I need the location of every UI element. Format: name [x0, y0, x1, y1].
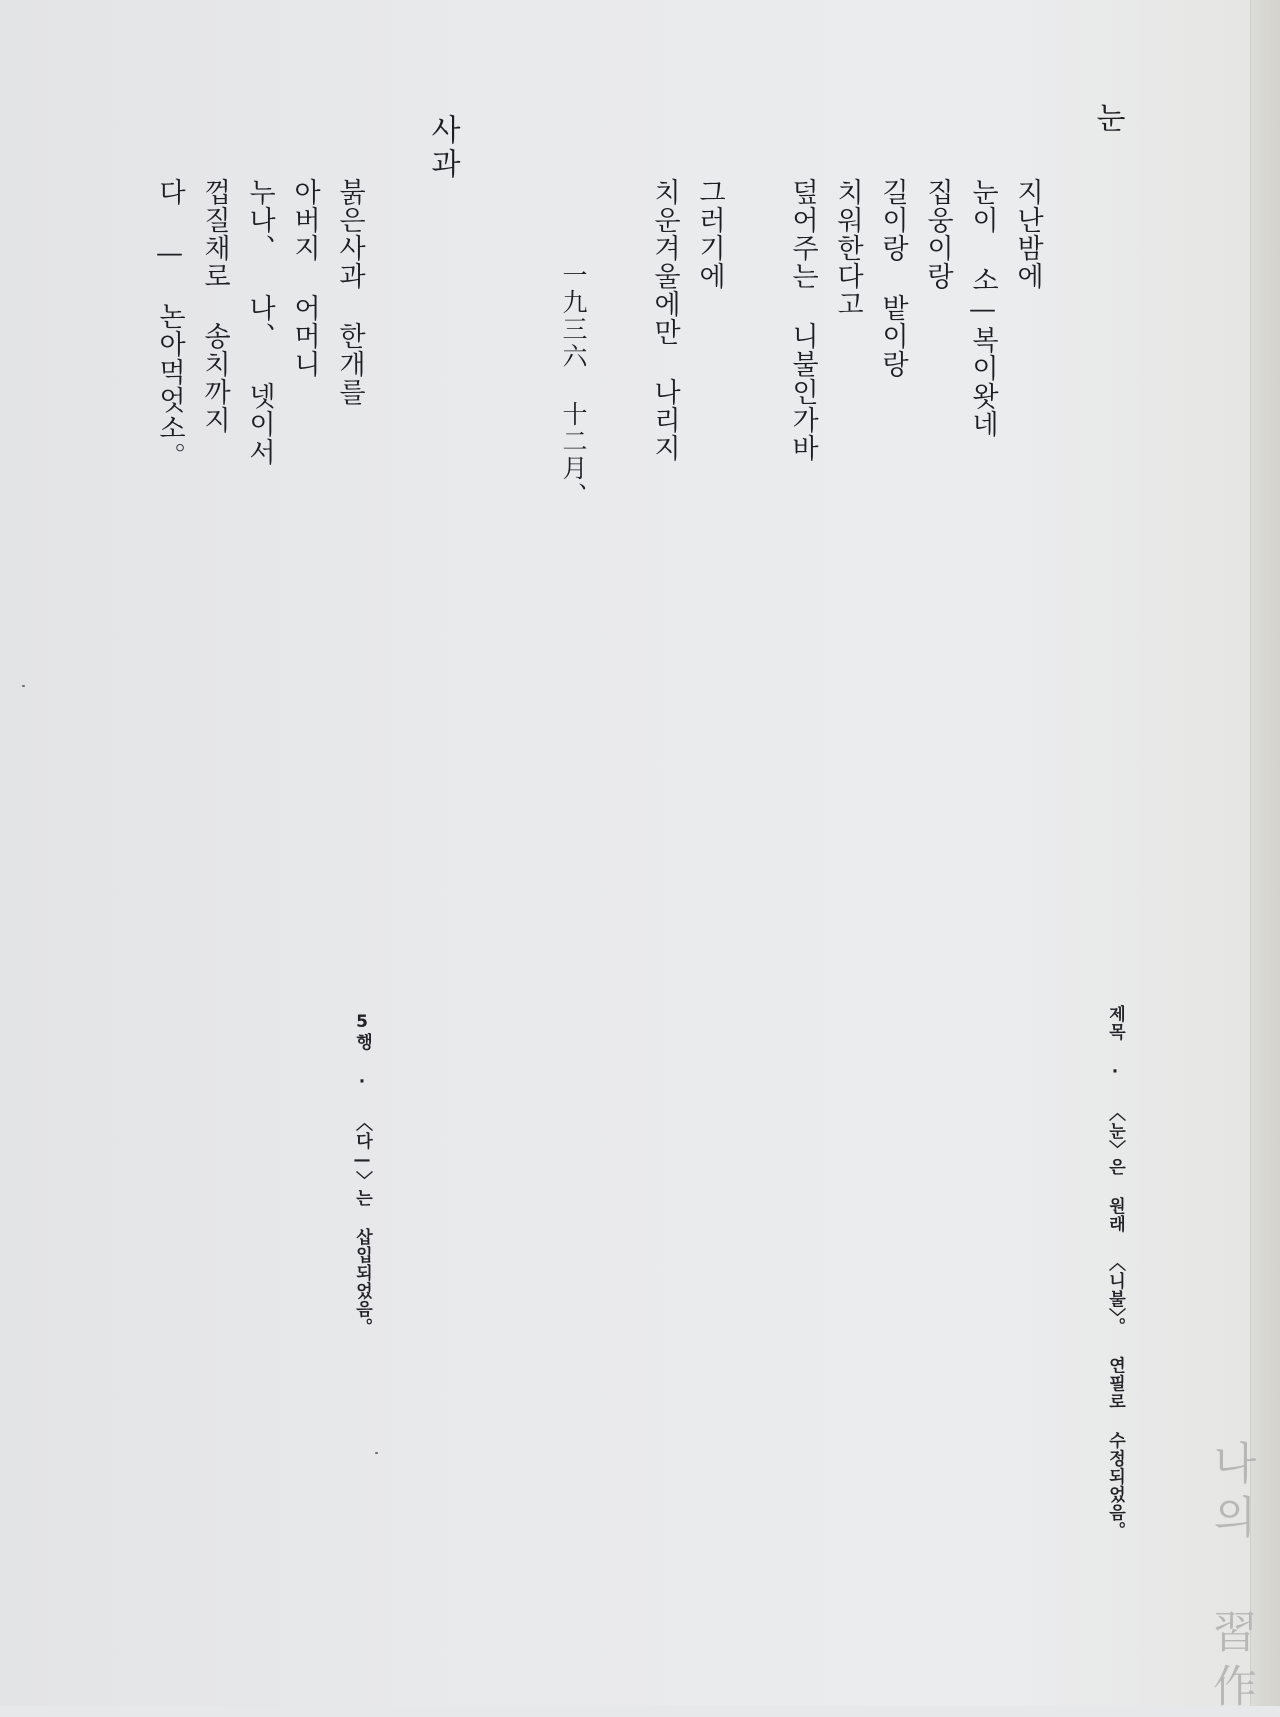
paper-speck	[22, 685, 25, 687]
poem-line: 눈이 소—복이왓네	[967, 178, 998, 438]
poem-line: 누나、 나、 넷이서	[244, 178, 275, 466]
poem-line: 다 — 논아먹엇소。	[154, 178, 185, 470]
poem-title-nun: 눈	[1090, 102, 1125, 136]
editorial-note-line5: 5행 · 〈다—〉는 삽입되었음。	[352, 1012, 372, 1336]
poem-line: 덮어주는 니불인가바	[787, 178, 818, 462]
poem-line: 아버지 어머니	[289, 178, 320, 378]
faded-margin-text: 나의 習作	[1205, 1440, 1256, 1717]
paper-speck	[375, 1452, 378, 1454]
poem-title-sagwa: 사과	[425, 114, 460, 182]
poem-line: 붉은사과 한개를	[334, 178, 365, 406]
editorial-note-title: 제목 · 〈눈〉은 원래 〈니불〉。 연필로 수정되었음。	[1105, 1005, 1125, 1540]
poem-line: 지난밤에	[1012, 178, 1043, 290]
poem-line: 그러기에	[694, 178, 725, 290]
poem-line: 치운겨울에만 나리지	[649, 178, 680, 462]
poem-line: 껍질채로 송치까지	[199, 178, 230, 434]
poem-line: 길이랑 밭이랑	[877, 178, 908, 378]
poem-line: 집웅이랑	[922, 178, 953, 290]
poem-date: 一九三六 十二月、	[559, 262, 588, 509]
poem-line: 치워한다고	[832, 178, 863, 318]
